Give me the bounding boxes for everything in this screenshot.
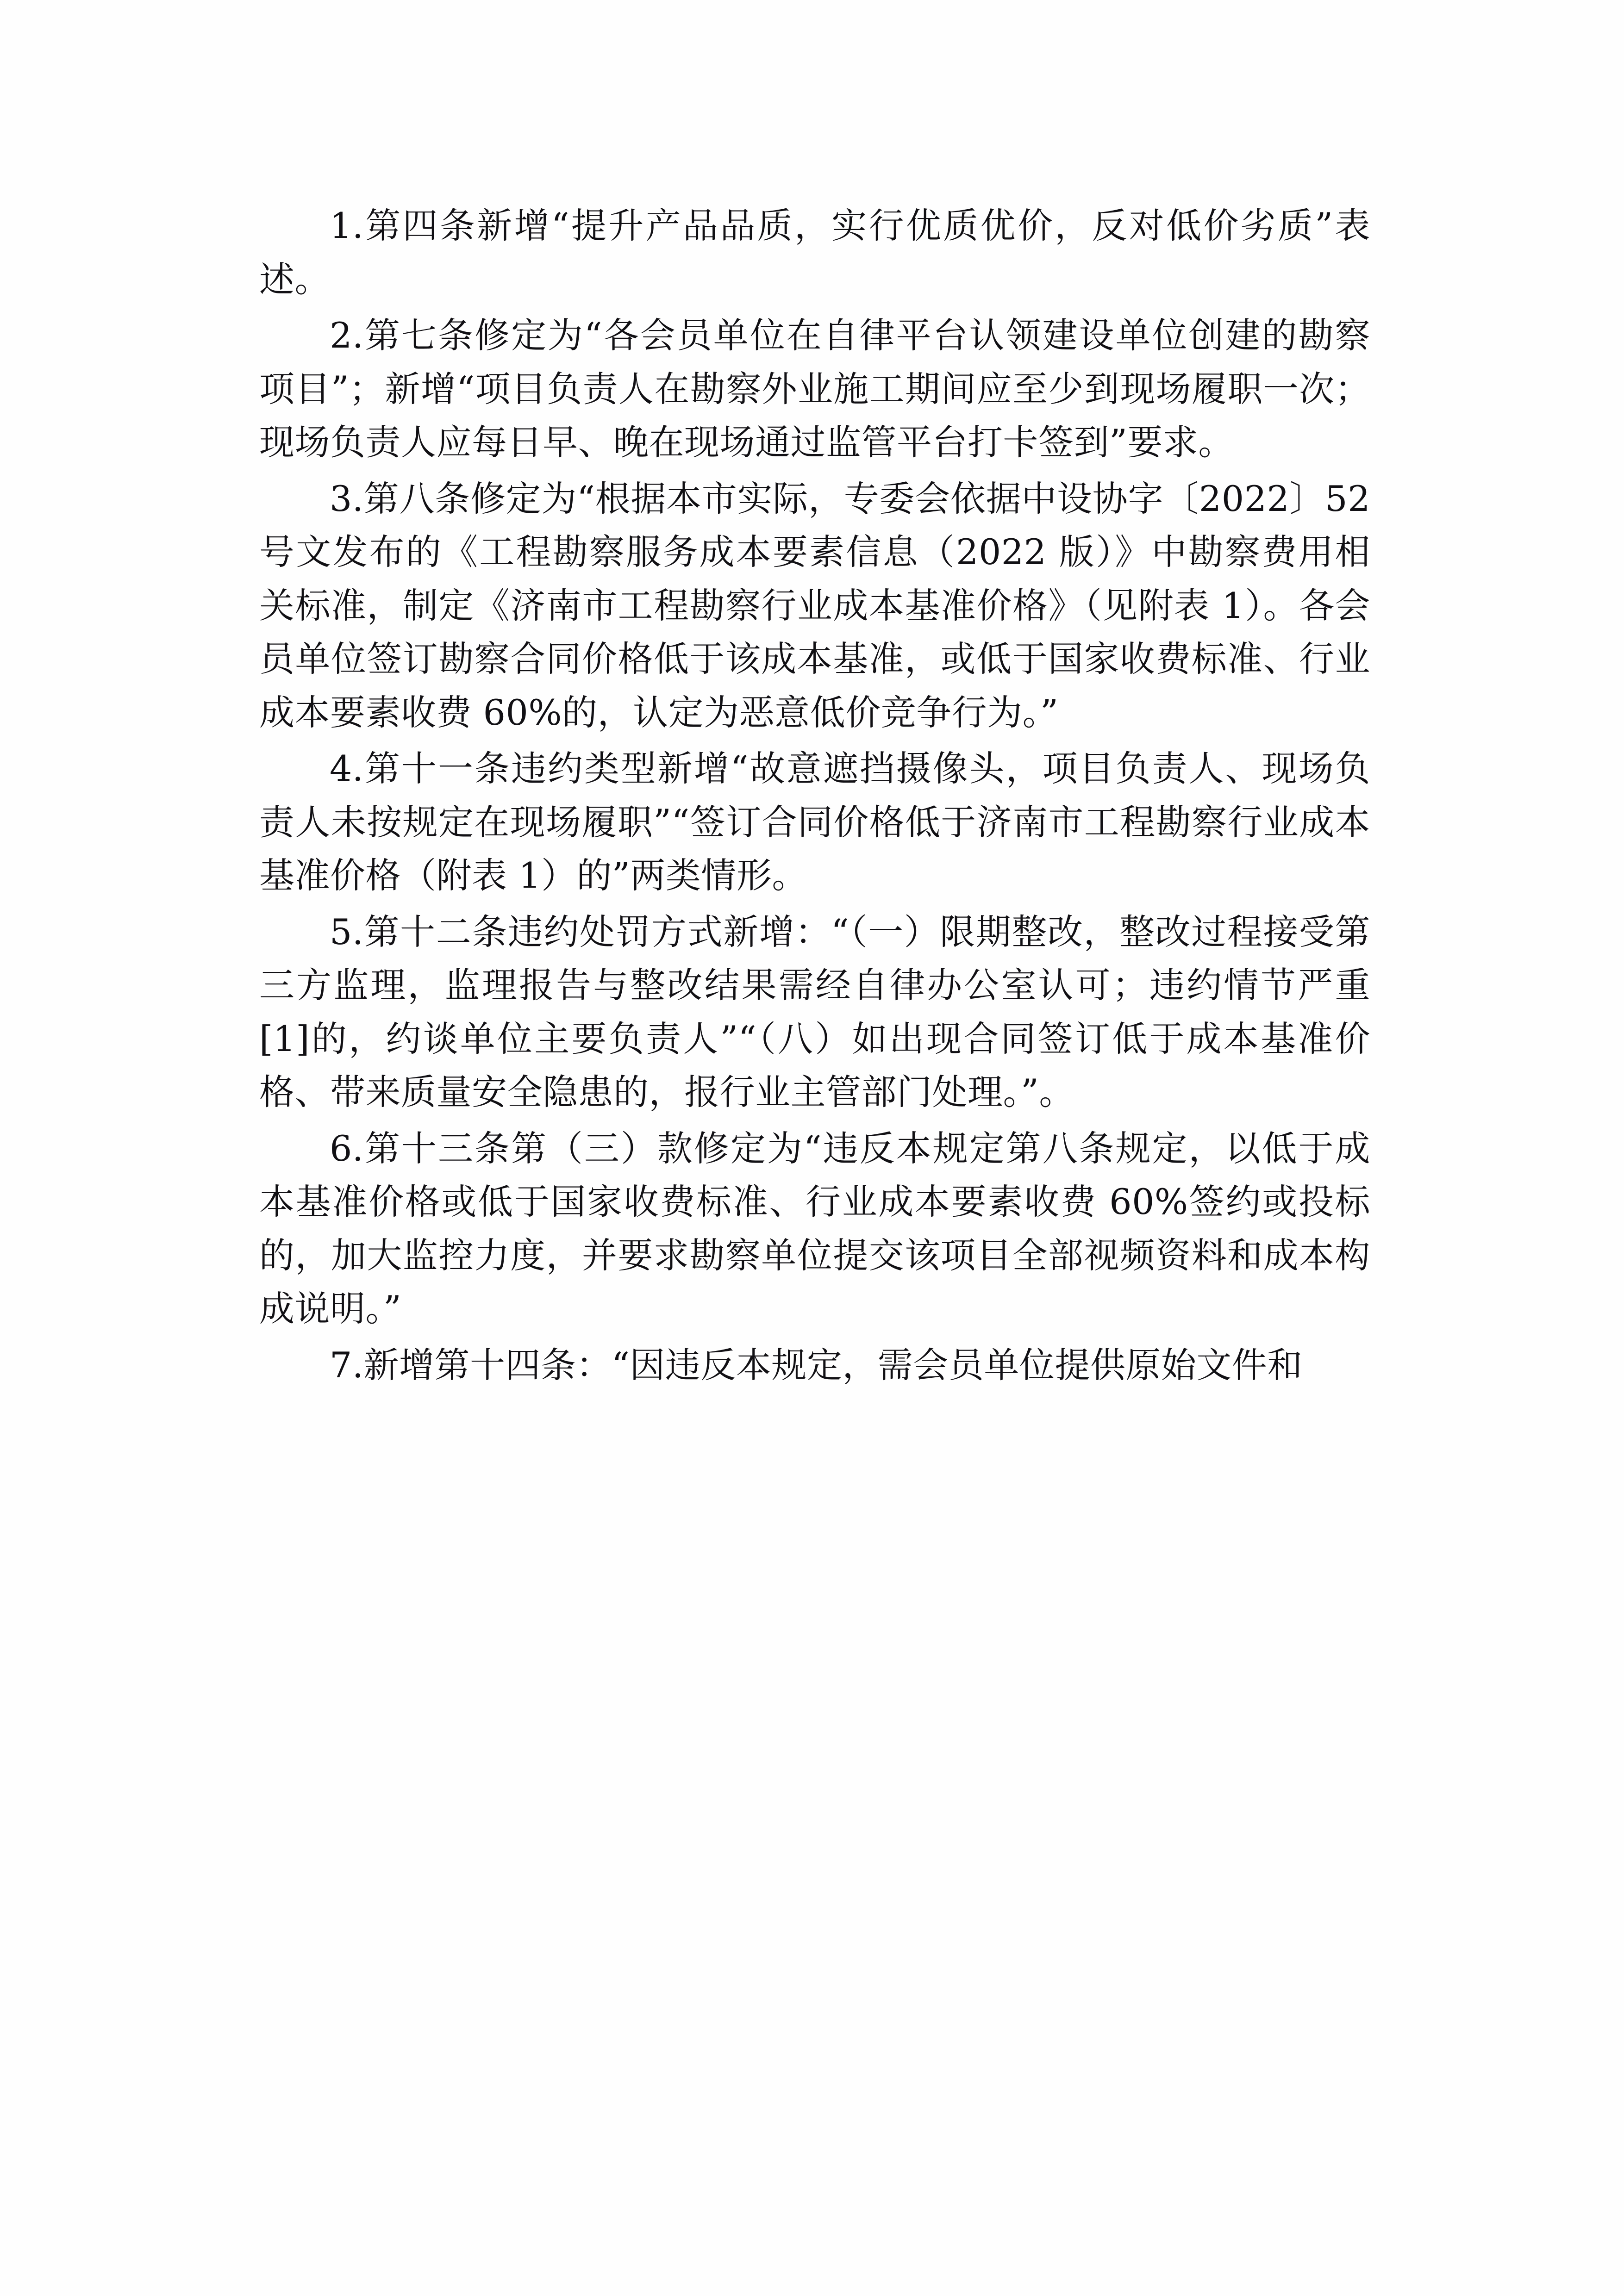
paragraph-5: 5.第十二条违约处罚方式新增：“（一）限期整改，整改过程接受第三方监理，监理报告与整改结果需经自律办公室认可；违约情节严重[1]的，约谈单位主要负责人”“（八）如出现合同签订低于成本基准价格、带来质量安全隐患的，报行业主管部门处理。”。 <box>259 911 1370 1113</box>
paragraph-4: 4.第十一条违约类型新增“故意遮挡摄像头，项目负责人、现场负责人未按规定在现场履职”“签订合同价格低于济南市工程勘察行业成本基准价格（附表 1）的”两类情形。 <box>259 748 1370 896</box>
paragraph-3: 3.第八条修定为“根据本市实际，专委会依据中设协字〔2022〕52 号文发布的《工程勘察服务成本要素信息（2022 版）》中勘察费用相关标准，制定《济南市工程勘察行业成本基准价格》（见附表 1）。各会员单位签订勘察合同价格低于该成本基准，或低于国家收费标准、行业成本要素收费 60%的，认定为恶意低价竞争行为。” <box>259 478 1370 733</box>
paragraph-6: 6.第十三条第（三）款修定为“违反本规定第八条规定，以低于成本基准价格或低于国家收费标准、行业成本要素收费 60%签约或投标的，加大监控力度，并要求勘察单位提交该项目全部视频资料和成本构成说明。” <box>259 1127 1370 1330</box>
paragraph-7: 7.新增第十四条：“因违反本规定，需会员单位提供原始文件和 <box>330 1344 1303 1386</box>
paragraph-1: 1.第四条新增“提升产品品质，实行优质优价，反对低价劣质”表述。 <box>259 205 1370 300</box>
document-body <box>259 199 1370 1394</box>
paragraph-2: 2.第七条修定为“各会员单位在自律平台认领建设单位创建的勘察项目”；新增“项目负责人在勘察外业施工期间应至少到现场履职一次；现场负责人应每日早、晚在现场通过监管平台打卡签到”要求。 <box>259 315 1370 463</box>
